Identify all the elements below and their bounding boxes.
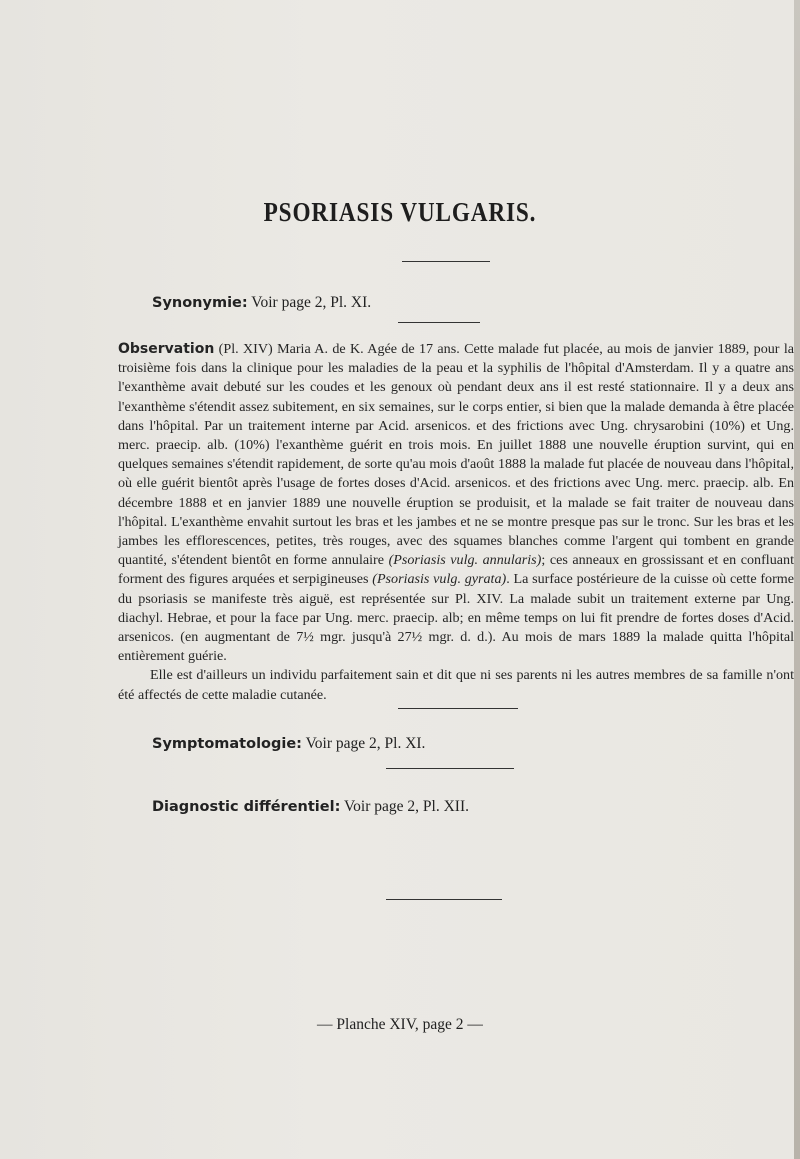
- synonymie-section: [152, 294, 371, 312]
- page-edge: [794, 0, 800, 1159]
- observation-italic-2: (Psoriasis vulg. gyrata): [372, 571, 507, 588]
- divider-synonymie: [398, 322, 480, 323]
- synonymie-text: Voir page 2, Pl. XI.: [251, 294, 372, 311]
- observation-text-1: (Pl. XIV) Maria A. de K. Agée de 17 ans. Cette malade fut placée, au mois de janvier 1889, pour la troisième fois dans la clinique pour les maladies de la peau et la syphilis de l'hôpital d'Amsterdam. Il y a quatre ans l'exanthème avait debuté sur les coudes et les genoux où pendant deux ans il est resté stationnaire. Il y a deux ans l'exanthème s'étendit assez subitement, en six semaines, sur le corps entier, si bien que la malade demanda à être placée dans l'hôpital. Par un traitement interne par Acid. arsenicos. et des frictions avec Ung. chrysarobini (10%) et Ung. merc. praecip. alb. (10%) l'exanthème guérit en trois mois. En juillet 1888 une nouvelle éruption survint, qui en quelques semaines s'étendit rapidement, de sorte qu'au mois d'août 1888 la malade fut placée de nouveau dans l'hôpital, où elle guérit bientôt après l'usage de fortes doses d'Acid. arsenicos. et des frictions avec Ung. merc. praecip. alb. En décembre 1888 et en janvier 1889 une nouvelle éruption se produisit, et la malade se fait traiter de nouveau dans l'hôpital. L'exanthème envahit surtout les bras et les jambes et ne se montre presque pas sur le tronc. Sur les bras et les jambes les efflorescences, petites, très rouges, avec des squames blanches comme l'argent qui tombent en grande quantité, s'étendent bientôt en forme annulaire: [118, 341, 794, 569]
- diagnostic-label: Diagnostic différentiel:: [152, 799, 341, 815]
- observation-paragraph-1: [118, 340, 794, 666]
- symptomatologie-section: [152, 735, 425, 753]
- diagnostic-section: [152, 798, 469, 816]
- page-footer: — Planche XIV, page 2 —: [317, 1016, 483, 1033]
- observation-paragraph-2: Elle est d'ailleurs un individu parfaitement sain et dit que ni ses parents ni les autres membres de sa famille n'ont été affectés de cette maladie cutanée.: [118, 667, 794, 703]
- divider-observation: [398, 708, 518, 709]
- divider-diagnostic: [386, 899, 502, 900]
- symptomatologie-label: Symptomatologie:: [152, 736, 302, 752]
- synonymie-label: Synonymie:: [152, 295, 248, 311]
- divider-title: [402, 261, 490, 262]
- divider-symptomatologie: [386, 768, 514, 769]
- observation-section: [118, 340, 794, 705]
- observation-text-2: ; ces anneaux en grossissant et en confluant forment des figures arquées et serpigineuses: [118, 552, 794, 588]
- page-title: PSORIASIS VULGARIS.: [263, 197, 537, 227]
- observation-italic-1: (Psoriasis vulg. annularis): [388, 552, 542, 569]
- observation-label: Observation: [118, 341, 215, 357]
- diagnostic-text: Voir page 2, Pl. XII.: [343, 798, 469, 815]
- symptomatologie-text: Voir page 2, Pl. XI.: [305, 735, 426, 752]
- observation-text-3: . La surface postérieure de la cuisse où cette forme du psoriasis se manifeste très aiguë, est représentée sur Pl. XIV. La malade subit un traitement externe par Ung. diachyl. Hebrae, et pour la face par Ung. merc. praecip. alb; en même temps on lui fit prendre de fortes doses d'Acid. arsenicos. (en augmentant de 7½ mgr. jusqu'à 27½ mgr. d. d.). Au mois de mars 1889 la malade quitta l'hôpital entièrement guérie.: [118, 571, 794, 665]
